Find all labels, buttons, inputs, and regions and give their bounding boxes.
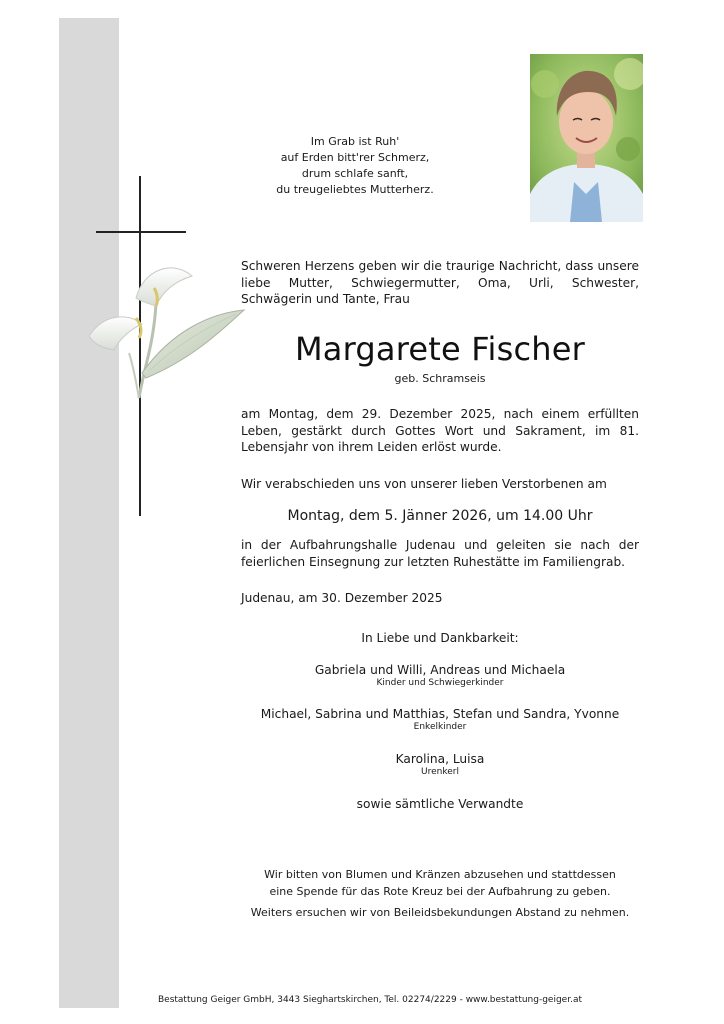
mourner-group bbox=[241, 752, 639, 777]
condolence-note: Weiters ersuchen wir von Beileidsbekundungen Abstand zu nehmen. bbox=[250, 906, 630, 919]
request-line: eine Spende für das Rote Kreuz bei der Aufbahrung zu geben. bbox=[269, 885, 611, 898]
mourner-relation: Kinder und Schwiegerkinder bbox=[376, 678, 504, 688]
thanks-heading: In Liebe und Dankbarkeit: bbox=[361, 631, 519, 645]
place-and-date: Judenau, am 30. Dezember 2025 bbox=[241, 591, 443, 605]
memorial-poem bbox=[255, 134, 455, 198]
ceremony-paragraph: in der Aufbahrungshalle Judenau und geleiten sie nach der feierlichen Einsegnung zur letzten Ruhestätte im Familiengrab. bbox=[241, 538, 639, 569]
poem-line: auf Erden bitt'rer Schmerz, bbox=[280, 151, 430, 164]
mourner-names: Michael, Sabrina und Matthias, Stefan und Sandra, Yvonne bbox=[260, 707, 620, 721]
poem-line: du treugeliebtes Mutterherz. bbox=[276, 183, 434, 196]
calla-lily-icon bbox=[84, 258, 249, 408]
portrait-photo bbox=[530, 54, 643, 222]
mourner-names: Gabriela und Willi, Andreas und Michaela bbox=[314, 663, 566, 677]
poem-line: drum schlafe sanft, bbox=[301, 167, 409, 180]
farewell-text: Wir verabschieden uns von unserer lieben Verstorbenen am bbox=[241, 477, 607, 491]
poem-line: Im Grab ist Ruh' bbox=[310, 135, 400, 148]
mourner-group bbox=[241, 663, 639, 688]
funeral-home-footer: Bestattung Geiger GmbH, 3443 Sieghartskirchen, Tel. 02274/2229 - www.bestattung-geiger.at bbox=[157, 995, 582, 1005]
funeral-date: Montag, dem 5. Jänner 2026, um 14.00 Uhr bbox=[287, 508, 593, 524]
death-paragraph: am Montag, dem 29. Dezember 2025, nach einem erfüllten Leben, gestärkt durch Gottes Wort und Sakrament, im 81. Lebensjahr von ihrem Leiden erlöst wurde. bbox=[241, 407, 639, 454]
relatives-line: sowie sämtliche Verwandte bbox=[356, 797, 524, 811]
mourner-relation: Urenkerl bbox=[421, 767, 459, 777]
maiden-name: geb. Schramseis bbox=[394, 372, 486, 385]
mourner-group bbox=[241, 707, 639, 732]
deceased-name: Margarete Fischer bbox=[294, 330, 586, 368]
request-line: Wir bitten von Blumen und Kränzen abzusehen und stattdessen bbox=[264, 868, 616, 881]
donation-request bbox=[225, 866, 655, 900]
intro-paragraph: Schweren Herzens geben wir die traurige Nachricht, dass unsere liebe Mutter, Schwiegermutter, Oma, Urli, Schwester, Schwägerin und Tante, Frau bbox=[241, 259, 639, 306]
mourner-relation: Enkelkinder bbox=[413, 722, 467, 732]
mourner-names: Karolina, Luisa bbox=[395, 752, 485, 766]
decorative-side-band bbox=[59, 18, 119, 1008]
cross-beam bbox=[96, 231, 186, 233]
